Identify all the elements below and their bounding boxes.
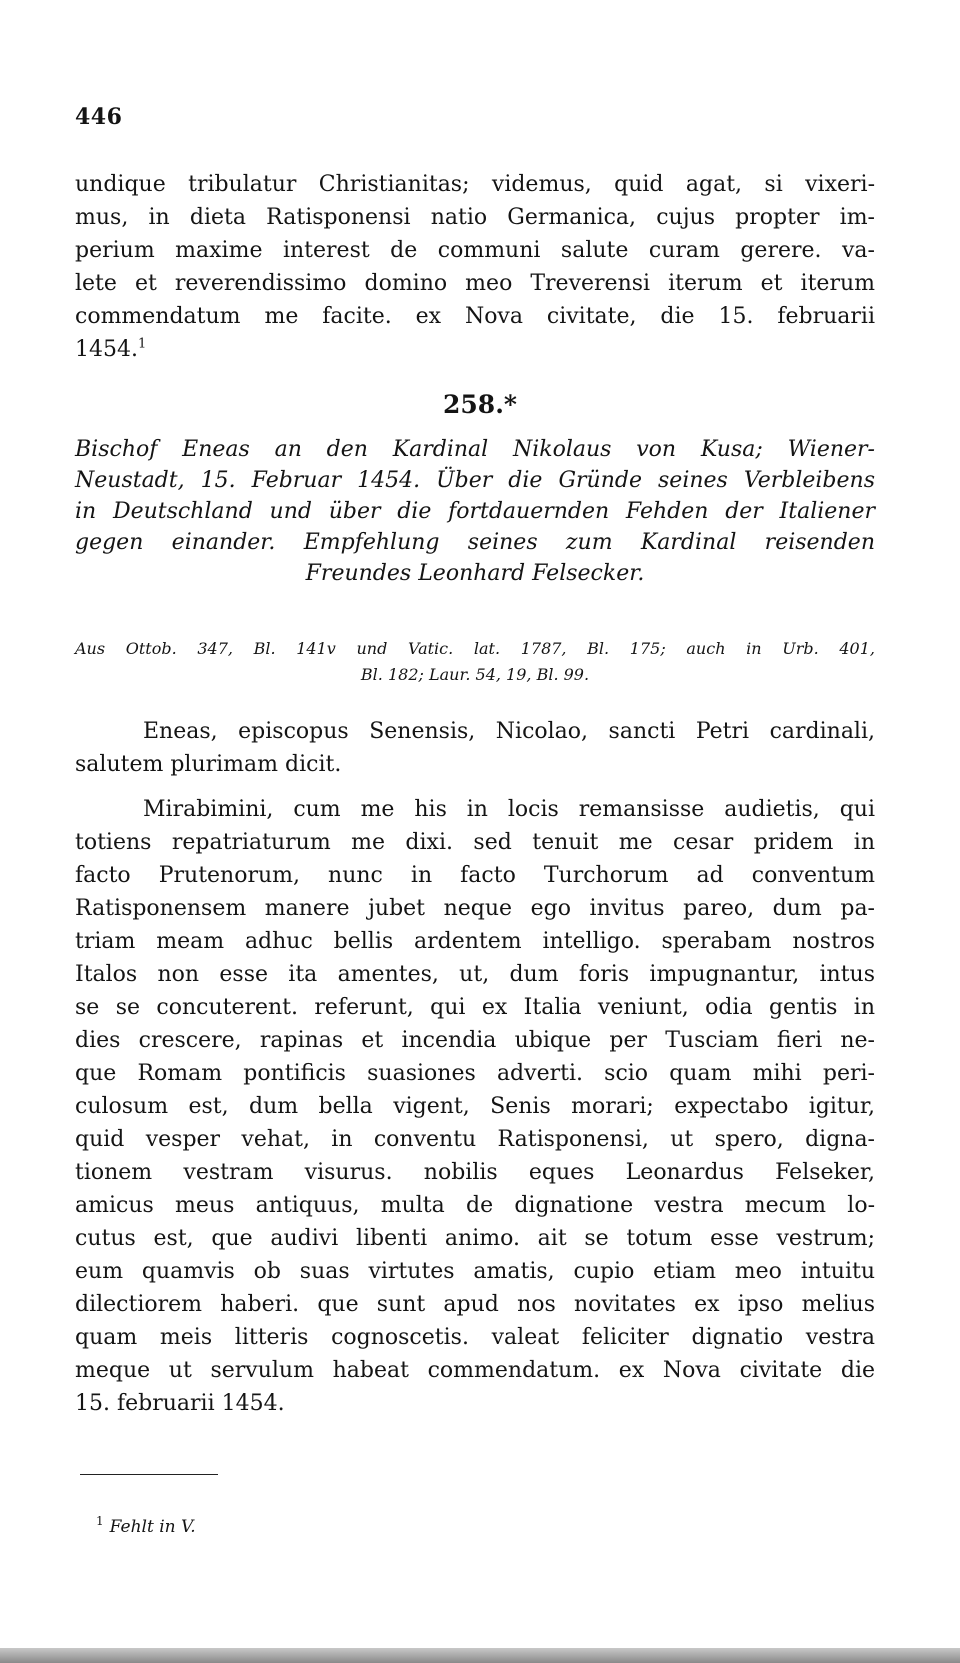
body-line: dilectiorem haberi. que sunt apud nos novitates ex ipso melius — [75, 1292, 875, 1317]
intro-date-year: 1454. — [75, 337, 138, 362]
body-line: Italos non esse ita amentes, ut, dum foris impugnantur, intus — [75, 962, 875, 987]
footnote — [96, 1514, 196, 1537]
paragraph-spacer — [75, 781, 875, 793]
body-line: quid vesper vehat, in conventu Ratisponensi, ut spero, digna- — [75, 1127, 875, 1152]
text-line: lete et reverendissimo domino meo Treverensi iterum et iterum — [75, 271, 875, 296]
body-line: triam meam adhuc bellis ardentem intelligo. sperabam nostros — [75, 929, 875, 954]
regest-line: in Deutschland und über die fortdauernden Fehden der Italiener — [75, 499, 875, 524]
body-line: amicus meus antiquus, multa de dignatione vestra mecum lo- — [75, 1193, 875, 1218]
letter-body — [75, 715, 875, 1420]
regest-line: Bischof Eneas an den Kardinal Nikolaus von Kusa; Wiener- — [75, 437, 875, 462]
body-line: Mirabimini, cum me his in locis remansisse audietis, qui — [143, 797, 875, 822]
footnote-mark: 1 — [96, 1514, 104, 1529]
regest-line: Neustadt, 15. Februar 1454. Über die Gründe seines Verbleibens — [75, 468, 875, 493]
regest-summary — [75, 434, 875, 589]
salutation-line-last: salutem plurimam dicit. — [75, 752, 342, 777]
body-line: meque ut servulum habeat commendatum. ex Nova civitate die — [75, 1358, 875, 1383]
text-line: perium maxime interest de communi salute curam gerere. va- — [75, 238, 875, 263]
body-line: quam meis litteris cognoscetis. valeat feliciter dignatio vestra — [75, 1325, 875, 1350]
sources-line-centered: Bl. 182; Laur. 54, 19, Bl. 99. — [360, 665, 590, 684]
text-line: mus, in dieta Ratisponensi natio Germanica, cujus propter im- — [75, 205, 875, 230]
footnote-divider — [80, 1474, 218, 1475]
body-line: eum quamvis ob suas virtutes amatis, cupio etiam meo intuitu — [75, 1259, 875, 1284]
body-line: dies crescere, rapinas et incendia ubique per Tusciam fieri ne- — [75, 1028, 875, 1053]
page-number: 446 — [75, 104, 123, 130]
intro-paragraph — [75, 168, 875, 366]
body-line: culosum est, dum bella vigent, Senis morari; expectabo igitur, — [75, 1094, 875, 1119]
scan-edge-shadow — [0, 1648, 960, 1663]
sources-line: Aus Ottob. 347, Bl. 141v und Vatic. lat. 1787, Bl. 175; auch in Urb. 401, — [75, 639, 875, 658]
letter-number: 258.* — [443, 390, 517, 419]
body-line: se se concuterent. referunt, qui ex Italia veniunt, odia gentis in — [75, 995, 875, 1020]
body-line: que Romam pontificis suasiones adverti. scio quam mihi peri- — [75, 1061, 875, 1086]
footnote-reference: 1 — [137, 336, 147, 352]
text-line: commendatum me facite. ex Nova civitate, die 15. februarii — [75, 304, 875, 329]
text-line-last — [75, 333, 875, 366]
body-line: facto Prutenorum, nunc in facto Turchorum ad conventum — [75, 863, 875, 888]
body-line: tionem vestram visurus. nobilis eques Leonardus Felseker, — [75, 1160, 875, 1185]
body-line-last: 15. februarii 1454. — [75, 1391, 285, 1416]
salutation-line: Eneas, episcopus Senensis, Nicolao, sancti Petri cardinali, — [143, 719, 875, 744]
footnote-text: Fehlt in V. — [109, 1517, 196, 1537]
regest-line-centered: Freundes Leonhard Felsecker. — [305, 561, 645, 586]
regest-line: gegen einander. Empfehlung seines zum Kardinal reisenden — [75, 530, 875, 555]
body-line: Ratisponensem manere jubet neque ego invitus pareo, dum pa- — [75, 896, 875, 921]
body-line: cutus est, que audivi libenti animo. ait se totum esse vestrum; — [75, 1226, 875, 1251]
manuscript-sources — [75, 636, 875, 688]
body-line: totiens repatriaturum me dixi. sed tenuit me cesar pridem in — [75, 830, 875, 855]
text-line: undique tribulatur Christianitas; videmus, quid agat, si vixeri- — [75, 172, 875, 197]
